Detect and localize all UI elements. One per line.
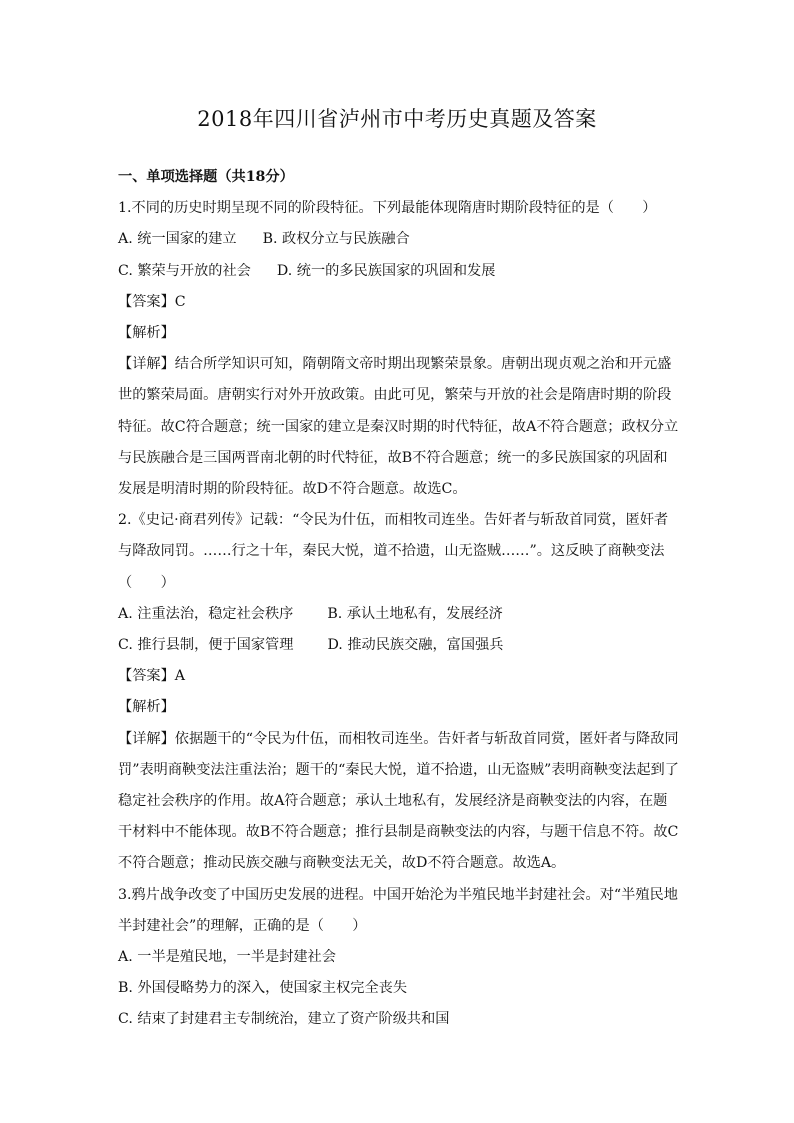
question-1-option-c: C. 繁荣与开放的社会: [118, 262, 251, 279]
question-2-option-b: B. 承认土地私有，发展经济: [327, 605, 503, 622]
question-2-answer: 【答案】A: [118, 668, 185, 685]
question-2-analysis-label: 【解析】: [118, 699, 175, 716]
question-1-detail: 【详解】结合所学知识可知，隋朝隋文帝时期出现繁荣景象。唐朝出现贞观之治和开元盛世的繁荣局面。唐朝实行对外开放政策。由此可见，繁荣与开放的社会是隋唐时期的阶段特征。故C符合题意；统一国家的建立是秦汉时期的时代特征，故A不符合题意；政权分立与民族融合是三国两晋南北朝的时代特征，故B不符合题意；统一的多民族国家的巩固和发展是明清时期的阶段特征。故D不符合题意。故选C。: [118, 356, 679, 498]
question-3-option-c: C. 结束了封建君主专制统治，建立了资产阶级共和国: [118, 1011, 450, 1028]
question-3-stem: 3.鸦片战争改变了中国历史发展的进程。中国开始沦为半殖民地半封建社会。对“半殖民地半封建社会”的理解，正确的是（ ）: [118, 886, 678, 934]
question-3-option-b: B. 外国侵略势力的深入，使国家主权完全丧失: [118, 980, 408, 997]
question-1-option-a: A. 统一国家的建立: [118, 231, 237, 248]
question-2-options-row-1: [118, 599, 680, 630]
question-1-option-d: D. 统一的多民族国家的巩固和发展: [276, 262, 496, 279]
question-1-answer: 【答案】C: [118, 293, 186, 310]
question-2-stem: 2.《史记·商君列传》记载：“令民为什伍，而相牧司连坐。告奸者与斩敌首同赏，匿奸者与降敌同罚。……行之十年，秦民大悦，道不拾遗，山无盗贼……”。这反映了商鞅变法（ ）: [118, 512, 669, 591]
section-heading: 一、单项选择题（共18分）: [118, 169, 294, 185]
question-2-options-row-2: [118, 630, 680, 661]
question-1-analysis-label: 【解析】: [118, 325, 175, 342]
question-2-option-d: D. 推动民族交融，富国强兵: [327, 637, 504, 654]
question-1-options-row-2: [118, 256, 680, 287]
question-1-options-row-1: [118, 224, 680, 255]
question-2-detail: 【详解】依据题干的“令民为什伍，而相牧司连坐。告奸者与斩敌首同赏，匿奸者与降敌同罚”表明商鞅变法注重法治；题干的“秦民大悦，道不拾遗，山无盗贼”表明商鞅变法起到了稳定社会秩序的作用。故A符合题意；承认土地私有，发展经济是商鞅变法的内容，在题干材料中不能体现。故B不符合题意；推行县制是商鞅变法的内容，与题干信息不符。故C不符合题意；推动民族交融与商鞅变法无关，故D不符合题意。故选A。: [118, 730, 679, 872]
question-3-option-a: A. 一半是殖民地，一半是封建社会: [118, 949, 336, 966]
document-title: 2018年四川省泸州市中考历史真题及答案: [197, 107, 597, 131]
question-2-option-a: A. 注重法治，稳定社会秩序: [118, 605, 294, 622]
document-body: [118, 162, 680, 1036]
question-1-stem: 1.不同的历史时期呈现不同的阶段特征。下列最能体现隋唐时期阶段特征的是（ ）: [118, 200, 657, 217]
question-1-option-b: B. 政权分立与民族融合: [262, 231, 410, 248]
question-2-option-c: C. 推行县制，便于国家管理: [118, 637, 294, 654]
